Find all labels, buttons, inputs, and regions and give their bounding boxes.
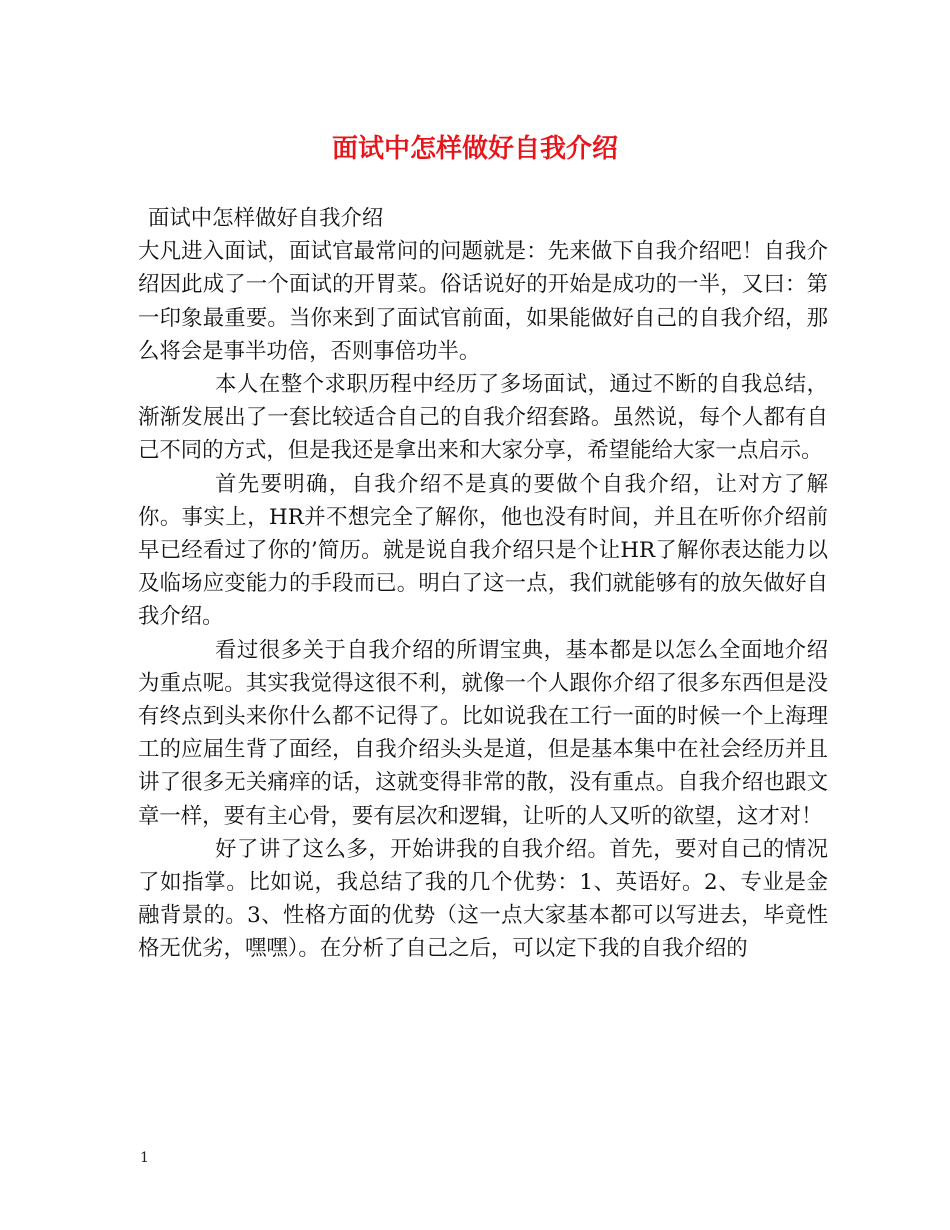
paragraph-3: 首先要明确，自我介绍不是真的要做个自我介绍，让对方了解你。事实上，HR并不想完全了解你，他也没有时间，并且在听你介绍前早已经看过了你的’简历。就是说自我介绍只是个让HR了解你表达能力以及临场应变能力的手段而已。明白了这一点，我们就能够有的放矢做好自我介绍。: [138, 471, 828, 630]
paragraph-5: 好了讲了这么多，开始讲我的自我介绍。首先，要对自己的情况了如指掌。比如说，我总结了我的几个优势：1、英语好。2、专业是金融背景的。3、性格方面的优势（这一点大家基本都可以写进去，毕竟性格无优劣，嘿嘿）。在分析了自己之后，可以定下我的自我介绍的: [138, 836, 828, 962]
paragraph-2: 本人在整个求职历程中经历了多场面试，通过不断的自我总结，渐渐发展出了一套比较适合自己的自我介绍套路。虽然说，每个人都有自己不同的方式，但是我还是拿出来和大家分享，希望能给大家一点启示。: [138, 372, 828, 464]
paragraph-4: 看过很多关于自我介绍的所谓宝典，基本都是以怎么全面地介绍为重点呢。其实我觉得这很不利，就像一个人跟你介绍了很多东西但是没有终点到头来你什么都不记得了。比如说我在工行一面的时候一个上海理工的应届生背了面经，自我介绍头头是道，但是基本集中在社会经历并且讲了很多无关痛痒的话，这就变得非常的散，没有重点。自我介绍也跟文章一样，要有主心骨，要有层次和逻辑，让听的人又听的欲望，这才对！: [138, 637, 828, 829]
page-number: 1: [140, 1150, 149, 1166]
document-title: 面试中怎样做好自我介绍: [331, 134, 618, 164]
document-subtitle: 面试中怎样做好自我介绍: [148, 206, 384, 231]
paragraph-1: 大凡进入面试，面试官最常问的问题就是：先来做下自我介绍吧！自我介绍因此成了一个面试的开胃菜。俗话说好的开始是成功的一半，又曰：第一印象最重要。当你来到了面试官前面，如果能做好自己的自我介绍，那么将会是事半功倍，否则事倍功半。: [138, 239, 828, 364]
document-body: [138, 202, 828, 966]
